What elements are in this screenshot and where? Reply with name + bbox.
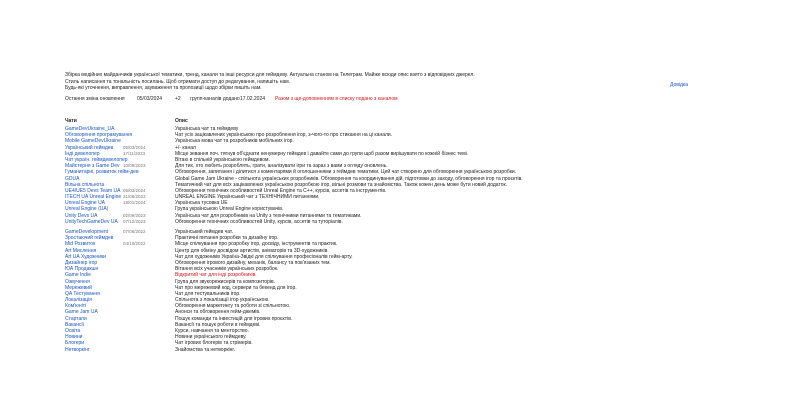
row-description: Місце зевання поч. тягнув об'єднати ненумерну геймдев і давайте сами до групи щоб разом вирішувати по кожній бізнес темі. bbox=[175, 150, 469, 157]
meta-date: 05/03/2024 bbox=[137, 96, 163, 102]
header-channel: Чати bbox=[65, 118, 77, 124]
channel-link[interactable]: Чат україн. геймдевелопер bbox=[65, 156, 128, 163]
channel-link[interactable]: Мережевий bbox=[65, 284, 92, 291]
channel-list bbox=[65, 126, 800, 353]
channel-link[interactable]: Інді девелопер bbox=[65, 150, 100, 157]
row-description: Обговорення технічних особливостей Unreal Engine та C++, курсів, ассетів та інструментів. bbox=[175, 187, 387, 194]
row-description: UNREAL ENGINE Український чат з ТЕХНІЧНИМИ питаннями. bbox=[175, 194, 320, 201]
table-header bbox=[65, 118, 800, 125]
row-description: Новини українського геймдеву. bbox=[175, 334, 247, 341]
row-description: Обговорення технічних особливостей Unity, курсів, ассетів та туторіалів. bbox=[175, 218, 343, 225]
channel-link[interactable]: Стартапи bbox=[65, 315, 87, 322]
row-date: 10/09/2023 bbox=[123, 163, 146, 169]
channel-link[interactable]: ЮА Продакшн bbox=[65, 266, 99, 273]
row-description: Спільнота з локалізації ігор українською. bbox=[175, 297, 270, 304]
row-description: Вітаю в спільній українською геймдевом. bbox=[175, 156, 270, 163]
row-description: Група для звукорежисерів та композиторів. bbox=[175, 278, 276, 285]
channel-link[interactable]: Unity Devs UA bbox=[65, 212, 98, 219]
row-description: Курси, навчання та менторство. bbox=[175, 328, 249, 334]
row-description: Українська чат для розробників на Unity з технічними питаннями та тематиками. bbox=[175, 212, 362, 219]
row-description: Чат ігрових блогерів та стрімерів. bbox=[175, 340, 253, 347]
channel-link[interactable]: Новини bbox=[65, 334, 83, 341]
meta-label: Остання зміна оновлення bbox=[65, 96, 125, 102]
meta-count: +2 bbox=[175, 96, 181, 102]
row-description: Група українською Unreal Engine користувачів. bbox=[175, 206, 284, 213]
header-description: Опис bbox=[175, 118, 188, 124]
row-description: Чат для тестувальників ігор. bbox=[175, 290, 241, 297]
intro-line: Стиль написання та тональність посилань. Щоб отримати доступ до редагування, напишіть нам. bbox=[65, 78, 291, 85]
intro-text bbox=[65, 72, 725, 92]
row-date: 07/06/2022 bbox=[123, 229, 146, 234]
channel-link[interactable]: Unreal Engine UA bbox=[65, 200, 106, 207]
channel-link[interactable]: GameDevelopment bbox=[65, 229, 109, 235]
row-description: Український геймдев чат. bbox=[175, 229, 233, 235]
row-description: Чат про мережевий код, сервери та бекенд для ігор. bbox=[175, 284, 297, 291]
channel-link[interactable]: Дизайнер ігор bbox=[65, 259, 98, 266]
row-date: 07/12/2023 bbox=[123, 218, 146, 224]
row-description: Українська чат та геймдеву bbox=[175, 126, 239, 132]
row-description: Практичні питання розробки та дизайну ігор. bbox=[175, 235, 279, 242]
row-description: Вітання всіх учасників українських розробок. bbox=[175, 266, 279, 273]
row-description: Global Game Jam Ukraine - спільнота українських розробників. Обговорення та координування дій, підготовки до заходу, обговорення ігор та проєктів. bbox=[175, 175, 523, 182]
intro-line: Збірка медійних майданчиків української тематики, тренд, канали та інші ресурси для геймдеву. Актуальна станом на Телеграм. Майже всюди опис взято з відповідних джерел. bbox=[65, 72, 475, 78]
row-date: 05/03/2024 bbox=[123, 187, 146, 193]
channel-link[interactable]: Озвучення bbox=[65, 278, 90, 285]
row-description: Для тих, хто любить розроблять, грати, аналізувати ігри та зараз з вами з огляду оновлень. bbox=[175, 163, 388, 170]
channel-link[interactable]: Game Indie bbox=[65, 272, 91, 279]
row-description: Українська тусовка UE bbox=[175, 200, 228, 207]
channel-link[interactable]: Art Мислення bbox=[65, 247, 97, 254]
channel-link[interactable]: Освіта bbox=[65, 328, 81, 334]
channel-link[interactable]: Вакансії bbox=[65, 321, 84, 328]
row-description: Центр для обміну досвідом артистів, аніматорів та 3D-художників. bbox=[175, 247, 329, 254]
row-date: 02/09/2023 bbox=[123, 212, 146, 218]
row-description: Анонси та обговорення гейм-джемів. bbox=[175, 309, 261, 316]
row-description: Тематичний чат для всіх зацікавлених українською розробкою ігор, вільні розмови та знайомства. Також кожен день може бути новий додаток. bbox=[175, 181, 508, 188]
meta-added-label: групп-каналів додано bbox=[190, 96, 240, 102]
table-row bbox=[65, 219, 800, 225]
row-date: 21/06/2023 bbox=[123, 194, 146, 200]
row-description: Обговорення, запитання і ділитися з коментарями й оголошеннями з геймдев тематики. Цей чат створено для обговорення українською розробки. bbox=[175, 169, 517, 176]
channel-link[interactable]: Зростаючий геймдев bbox=[65, 235, 114, 242]
row-description: Чат усіх зацікавлених українською про розроблення ігор, з-чого-то про стикання на ці канали. bbox=[175, 132, 393, 139]
row-description: Чат для художників Україна-Звідкі для спілкування професіоналів гейм-арту. bbox=[175, 253, 353, 260]
table-row bbox=[65, 347, 800, 353]
meta-date2: 17.02.2024 bbox=[240, 96, 266, 102]
channel-link[interactable]: GameDevUkraine_UA bbox=[65, 126, 115, 132]
row-description: Місце спілкування про розробку ігор, досвіду, інструментів та практик. bbox=[175, 241, 338, 248]
channel-link[interactable]: Майстерня з Game Dev bbox=[65, 163, 120, 170]
update-meta bbox=[65, 96, 405, 103]
channel-link[interactable]: Гуманитарні, розвиток гейм-дев bbox=[65, 169, 139, 176]
channel-link[interactable]: Український геймдев bbox=[65, 144, 114, 151]
channel-link[interactable]: Mid Розвиток bbox=[65, 241, 96, 248]
channel-link[interactable]: Вільна спільнота bbox=[65, 181, 105, 188]
channel-link[interactable]: Локалізація bbox=[65, 297, 92, 304]
channel-link[interactable]: Обговорення програмування bbox=[65, 132, 133, 139]
intro-line: Будь-які уточнення, виправлення, зауваження та пропозиції щодо збірки пишіть нам. bbox=[65, 85, 262, 91]
channel-link[interactable]: QA Тестування bbox=[65, 290, 100, 297]
channel-link[interactable]: UE4/UE5 Devs Team UA bbox=[65, 187, 121, 194]
channel-link[interactable]: Mobile GameDevUkraine bbox=[65, 138, 121, 145]
row-description: Пошук команди та інвестицій для ігрових проєктів. bbox=[175, 315, 293, 322]
row-description: +/- канал bbox=[175, 144, 196, 151]
row-description: Відкритий чат для інді розробників. bbox=[175, 272, 257, 279]
row-description: Обговорення ігрового дизайну, механік, балансу та пов'язаних тем. bbox=[175, 259, 331, 266]
row-date: 05/03/2024 bbox=[123, 144, 146, 150]
docs-link[interactable]: Довідка bbox=[670, 82, 688, 88]
row-description: Знайомства та нетворкінг. bbox=[175, 346, 236, 353]
channel-link[interactable]: Unreal Engine (UA) bbox=[65, 206, 109, 213]
channel-link[interactable]: Нетворкінг bbox=[65, 346, 90, 353]
channel-link[interactable]: ITECH UA Unreal Engine bbox=[65, 194, 122, 201]
channel-link[interactable]: Ком'юніті bbox=[65, 303, 87, 310]
channel-link[interactable]: GDUA bbox=[65, 175, 80, 182]
row-description: Вакансії та пошук роботи в геймдеві. bbox=[175, 321, 261, 328]
meta-note: Разом з ще-доповненням в списку подано з каналом bbox=[275, 96, 398, 102]
channel-link[interactable]: Game Jam UA bbox=[65, 309, 98, 316]
row-date: 18/01/2024 bbox=[123, 200, 146, 206]
row-date: 04/10/2022 bbox=[123, 241, 146, 247]
channel-link[interactable]: UnityTechGameDev UA bbox=[65, 218, 118, 225]
row-description: Українська мова чат та розробників мобільних ігор. bbox=[175, 138, 294, 145]
row-description: Обговорення маркетингу та роботи зі спільнотою. bbox=[175, 303, 291, 310]
channel-link[interactable]: Art UA Художники bbox=[65, 253, 106, 260]
channel-link[interactable]: Блогери bbox=[65, 340, 85, 347]
row-date: 17/11/2023 bbox=[123, 150, 146, 156]
